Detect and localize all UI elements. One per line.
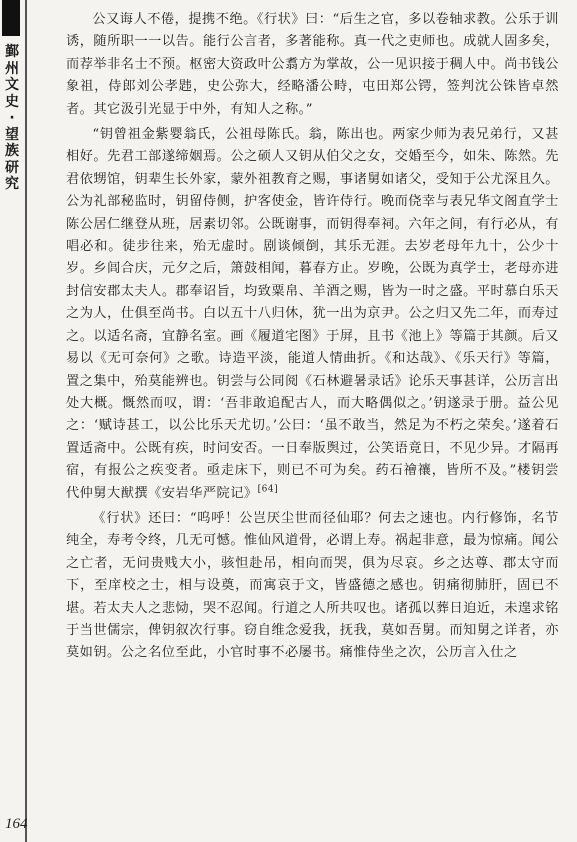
paragraph (66, 508, 559, 665)
sidebar-divider (25, 0, 27, 842)
paragraph-text: 《行状》还曰：“呜呼！公岂厌尘世而径仙耶？何去之速也。内行修饰，名节纯全，寿考令终，几无可憾。惟仙风道骨，必谓上寿。祸起非意，最为惊痛。闻公之亡者，无问贵贱大小，骇怛赴吊，相向而哭，俱为尽哀。乡之达尊、郡太守而下，至庠校之士，相与设奠，而寓哀于文，皆盛德之感也。钥痛彻肺肝，固已不堪。若太夫人之悲恸，哭不忍闻。行道之人所共叹也。诸孤以葬日迫近，未遑求铭于当世儒宗，俾钥叙次行事。窃自维念爱我，抚我，莫如吾舅。而知舅之详者，亦莫如钥。公之名位至此，小官时事不必屡书。痛惟侍坐之次，公历言入仕之 (66, 510, 559, 661)
sidebar-black-tab (2, 0, 20, 36)
paragraph-text: “钥曾祖金紫婴翁氏，公祖母陈氏。翁，陈出也。两家少师为表兄弟行，又甚相好。先君工部遂缔姻焉。公之硕人又钥从伯父之女，交婚至今，如朱、陈然。先君依甥馆，钥辈生长外家，蒙外祖教育之赐，事诸舅如诸父，受知于公尤深且久。公为礼部秘监时，钥留侍侧，护客使金，皆许侍行。晚而侥幸与表兄华文阁直学士陈公居仁继登从班，居素切邻。公既谢事，而钥得奉祠。六年之间，有行必从，有唱必和。徒步往来，殆无虚时。剧谈倾倒，其乐无涯。去岁老母年九十，公少十岁。乡闾合庆，元夕之后，箫鼓相闻，暮春方止。岁晚，公既为真学士，老母亦进封信安郡太夫人。郡奉诏旨，均致粟帛、羊酒之赐，皆为一时之盛。平时慕白乐天之为人，仕俱至尚书。白以五十八归休，犹一出为京尹。公之归又先二年，而寿过之。以适名斋，宜静名室。画《履道宅图》于屏，且书《池上》等篇于其颜。后又易以《无可奈何》之歌。诗造平淡，能道人情曲折。《和达哉》、《乐天行》等篇，置之集中，殆莫能辨也。钥尝与公同阅《石林避暑录话》论乐天事甚详，公历言出处大概。慨然而叹，谓：‘吾非敢追配古人，而大略偶似之。’钥遂录于册。益公见之：‘赋诗甚工，以公比乐天尤切。’公曰：‘虽不敢当，然足为不朽之荣矣。’遂着石置适斋中。公既有疾，时问安否。一日奉版舆过，公笑语竟日，不见少异。才隔再宿，有报公之疾变者。亟走床下，则已不可为矣。药石禬禳，皆所不及。”楼钥尝代仲舅大猷撰《安岩华严院记》 (66, 127, 559, 501)
paragraph (66, 9, 559, 121)
sidebar-title: 鄞州文史·望族研究 (5, 44, 19, 192)
page-body (66, 9, 559, 665)
footnote-reference[interactable]: [64] (257, 484, 279, 495)
page-number: 164 (5, 816, 28, 832)
paragraph (66, 124, 559, 505)
paragraph-text: 公又诲人不倦，提携不绝。《行状》曰：“后生之官，多以卷轴求教。公乐于训诱，随所职一一以告。能行公言者，多著能称。真一代之吏师也。成就人固多矣，而荐举非名士不预。枢密大资政叶公翥方为掌故，公一见识接于稠人中。尚书钱公象祖，侍郎刘公孝韪，史公弥大，经略潘公畤，屯田郑公锷，签判沈公铢皆卓然者。其它汲引光显于中外，有知人之称。” (66, 12, 559, 117)
